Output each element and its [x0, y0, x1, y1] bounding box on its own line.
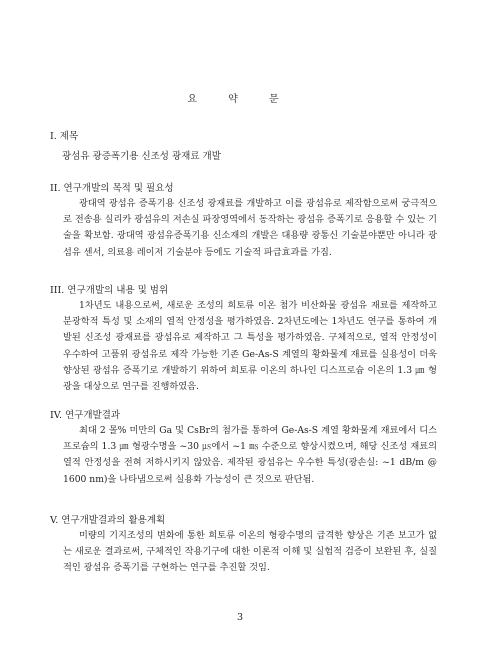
section-5-heading: V. 연구개발결과의 활용계획: [50, 515, 166, 526]
section-1-body: 광섬유 광증폭기용 신조성 광재료 개발: [62, 151, 221, 162]
section-4-body: 최대 2 몰% 미만의 Ga 및 CsBr의 첨가를 통하여 Ge-As-S 계열 황화물계 재료에서 디스프로슘의 1.3 ㎛ 형광수명을 ~30 ㎲에서 ~1 ㎳ 수준으로 향상시켰으며, 해당 신조성 재료의 열적 안정성을 전혀 저하시키지 않았음. 제작된 광섬유는 우수한 특성(광손실: ~1 dB/m @ 1600 nm)을 나타냄으로써 실용화 가능성이 큰 것으로 판단됨.: [63, 425, 437, 485]
section-2-body: 광대역 광섬유 증폭기용 신조성 광재료를 개발하고 이를 광섬유로 제작함으로써 궁극적으로 전송용 실리카 광섬유의 저손실 파장영역에서 동작하는 광섬유 증폭기로 응용할 수 있는 기술을 확보함. 광대역 광섬유증폭기용 신소재의 개발은 대용량 광통신 기술분야뿐만 아니라 광섬유 센서, 의료용 레이저 기술분야 등에도 기술적 파급효과를 가짐.: [63, 198, 437, 258]
section-4-heading: IV. 연구개발결과: [50, 410, 121, 421]
page-number: 3: [236, 612, 244, 623]
page-title: 요 약 문: [187, 94, 293, 105]
section-5-body: 미량의 기지조성의 변화에 통한 희토류 이온의 형광수명의 급격한 향상은 기존 보고가 없는 새로운 결과로써, 구체적인 작용기구에 대한 이론적 이해 및 실험적 검증이 보완된 후, 실질적인 광섬유 증폭기를 구현하는 연구를 추진할 것임.: [63, 530, 437, 574]
section-3-body: 1차년도 내용으로써, 새로운 조성의 희토류 이온 첨가 비산화물 광섬유 재료를 제작하고 분광학적 특성 및 소재의 열적 안정성을 평가하였음. 2차년도에는 1차년도 연구를 통하여 개발된 신조성 광재료를 광섬유로 제작하고 그 특성을 평가하였음. 구체적으로, 열적 안정성이 우수하여 고품위 광섬유로 제작 가능한 기존 Ge-As-S 계열의 황화물계 재료를 실용성이 더욱 향상된 광섬유 증폭기로 개발하기 위하여 희토류 이온의 하나인 디스프로슘 이온의 1.3 ㎛ 형광을 대상으로 연구를 진행하였음.: [63, 300, 437, 393]
section-1-heading: I. 제목: [50, 131, 79, 142]
section-2-heading: II. 연구개발의 목적 및 필요성: [50, 183, 174, 194]
section-3-heading: III. 연구개발의 내용 및 범위: [50, 285, 169, 296]
